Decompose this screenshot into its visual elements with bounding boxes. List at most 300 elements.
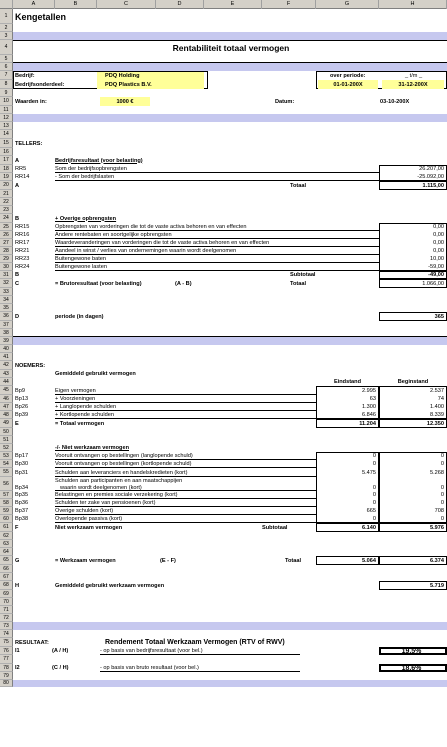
row-number[interactable]: 14 bbox=[0, 130, 13, 139]
section-a-code: A bbox=[15, 157, 20, 164]
c-value[interactable]: 1.066,00 bbox=[422, 280, 444, 287]
bp39-beginstand[interactable]: 8.339 bbox=[430, 412, 444, 418]
row-number[interactable]: 11 bbox=[0, 106, 13, 114]
sheet-row bbox=[0, 89, 447, 97]
row-number[interactable]: 57 bbox=[0, 491, 13, 499]
sheet-row bbox=[0, 477, 447, 491]
row-number[interactable]: 30 bbox=[0, 263, 13, 271]
rr24-value[interactable]: -59,00 bbox=[428, 264, 444, 270]
sheet-row bbox=[0, 460, 447, 468]
row-number[interactable]: 79 bbox=[0, 672, 13, 680]
row-number[interactable]: 68 bbox=[0, 581, 13, 590]
rr21-code: RR21 bbox=[15, 248, 30, 254]
row-number[interactable]: 16 bbox=[0, 148, 13, 156]
sheet-row bbox=[0, 361, 447, 370]
rtv-title: Rendement Totaal Werkzaam Vermogen (RTV of RWV) bbox=[105, 639, 285, 646]
bp34-code: Bp34 bbox=[15, 485, 29, 491]
h-code: H bbox=[15, 582, 20, 589]
row-number[interactable]: 74 bbox=[0, 630, 13, 638]
sheet-row bbox=[0, 523, 447, 532]
column-header-h[interactable]: H bbox=[379, 0, 447, 9]
bp31-code: Bp31 bbox=[15, 469, 29, 476]
row-number[interactable]: 63 bbox=[0, 540, 13, 548]
bp37-code: Bp37 bbox=[15, 508, 29, 514]
sheet-row bbox=[0, 540, 447, 548]
rr21-value[interactable]: 0,00 bbox=[433, 248, 444, 254]
row-number[interactable]: 12 bbox=[0, 114, 13, 122]
bp9-beginstand[interactable]: 2.537 bbox=[430, 387, 444, 394]
sheet-row bbox=[0, 329, 447, 337]
bp35-beginstand[interactable]: 0 bbox=[440, 492, 444, 498]
rr14-value[interactable]: -25.092,00 bbox=[417, 174, 444, 180]
row-number[interactable]: 67 bbox=[0, 573, 13, 581]
rr14-label: - Som der bedrijfslasten bbox=[55, 174, 115, 180]
row-number[interactable]: 35 bbox=[0, 304, 13, 312]
row-number[interactable]: 18 bbox=[0, 165, 13, 173]
g-formula: (E - F) bbox=[160, 557, 176, 564]
periode-from[interactable]: 01-01-200X bbox=[318, 80, 378, 89]
bp34-label-line1: Schulden aan participanten en aan maatschappijen bbox=[55, 477, 183, 484]
select-all-corner[interactable] bbox=[0, 0, 13, 9]
f-beginstand[interactable]: 5.976 bbox=[430, 524, 444, 531]
bp34-label-line2: waarin wordt deelgenomen (kort) bbox=[60, 484, 142, 491]
row-number[interactable]: 52 bbox=[0, 444, 13, 452]
i2-code: I2 bbox=[15, 665, 20, 671]
bp36-code: Bp36 bbox=[15, 500, 29, 506]
row-number[interactable]: 21 bbox=[0, 190, 13, 198]
row-number[interactable]: 37 bbox=[0, 321, 13, 329]
i2-value[interactable]: 18,6% bbox=[379, 664, 447, 672]
rr21-label: Aandeel in winst / verlies van ondernemingen waarin wordt deelgenomen bbox=[55, 248, 237, 254]
row-number[interactable]: 6 bbox=[0, 63, 13, 71]
sheet-row bbox=[0, 32, 447, 40]
bp38-eindstand[interactable]: 0 bbox=[372, 516, 376, 522]
row-number[interactable]: 4 bbox=[0, 40, 13, 55]
bp30-code: Bp30 bbox=[15, 461, 29, 467]
sheet-row bbox=[0, 214, 447, 223]
sheet-row bbox=[0, 370, 447, 378]
sheet-row bbox=[0, 614, 447, 622]
rr15-code: RR15 bbox=[15, 224, 30, 230]
sheet-row bbox=[0, 198, 447, 206]
b-total-label: Subtotaal bbox=[290, 272, 316, 278]
bedrijf-value[interactable]: PDQ Holding bbox=[97, 71, 204, 80]
sheet-row bbox=[0, 532, 447, 540]
section-b-code: B bbox=[15, 215, 20, 222]
bp26-eindstand[interactable]: 1.300 bbox=[362, 404, 376, 410]
column-header-e[interactable]: E bbox=[204, 0, 262, 9]
row-number[interactable]: 43 bbox=[0, 370, 13, 378]
rr16-code: RR16 bbox=[15, 232, 30, 238]
section-a-title: Bedrijfsresultaat (voor belasting) bbox=[55, 157, 143, 164]
bp17-label: Vooruit ontvangen op bestellingen (langlopende schuld) bbox=[55, 453, 193, 459]
rr23-code: RR23 bbox=[15, 256, 30, 262]
bp34-eindstand[interactable]: 0 bbox=[372, 485, 376, 491]
bp39-code: Bp39 bbox=[15, 412, 29, 418]
d-label: periode (in dagen) bbox=[55, 313, 104, 320]
bp38-label: Overlopende passiva (kort) bbox=[55, 516, 123, 522]
bp9-code: Bp9 bbox=[15, 387, 25, 394]
c-total-label: Totaal bbox=[290, 280, 307, 287]
rr15-label: Opbrengsten van vorderingen die tot de vaste activa behoren en van effecten bbox=[55, 224, 247, 230]
sheet-row bbox=[0, 114, 447, 122]
sheet-row bbox=[0, 452, 447, 460]
row-number[interactable]: 41 bbox=[0, 353, 13, 361]
bp9-eindstand[interactable]: 2.995 bbox=[362, 387, 376, 394]
sheet-grid[interactable] bbox=[0, 9, 447, 747]
row-number[interactable]: 73 bbox=[0, 622, 13, 630]
resultaat-heading: RESULTAAT: bbox=[15, 639, 49, 646]
row-number[interactable]: 54 bbox=[0, 460, 13, 468]
bp37-eindstand[interactable]: 665 bbox=[366, 508, 376, 514]
sheet-row bbox=[0, 419, 447, 428]
bp26-beginstand[interactable]: 1.400 bbox=[430, 404, 444, 410]
f-code: F bbox=[15, 524, 19, 531]
sheet-row bbox=[0, 345, 447, 353]
row-number[interactable]: 46 bbox=[0, 395, 13, 403]
row-number[interactable]: 36 bbox=[0, 312, 13, 321]
rr23-label: Buitengewone baten bbox=[55, 256, 107, 262]
sheet-row bbox=[0, 63, 447, 71]
column-header-a[interactable]: A bbox=[13, 0, 55, 9]
bp17-code: Bp17 bbox=[15, 453, 29, 459]
row-number[interactable]: 22 bbox=[0, 198, 13, 206]
column-header-f[interactable]: F bbox=[262, 0, 316, 9]
sheet-row bbox=[0, 655, 447, 664]
sheet-row bbox=[0, 181, 447, 190]
bp13-eindstand[interactable]: 63 bbox=[369, 396, 376, 402]
i1-formula: (A / H) bbox=[52, 648, 69, 654]
i1-label: - op basis van bedrijfsresultaat (voor bel.) bbox=[100, 648, 203, 654]
bp17-eindstand[interactable]: 0 bbox=[372, 453, 376, 459]
sheet-row bbox=[0, 386, 447, 395]
sheet-row bbox=[0, 378, 447, 386]
bp38-code: Bp38 bbox=[15, 516, 29, 522]
sheet-row bbox=[0, 231, 447, 239]
sheet-row bbox=[0, 190, 447, 198]
g-eindstand[interactable]: 5.064 bbox=[362, 557, 376, 564]
bp37-beginstand[interactable]: 708 bbox=[434, 508, 444, 514]
row-number[interactable]: 31 bbox=[0, 271, 13, 279]
rr17-label: Waardeveranderingen van vorderingen die tot de vaste activa behoren en van effecten bbox=[55, 240, 270, 246]
row-number[interactable]: 29 bbox=[0, 255, 13, 263]
bp34-beginstand[interactable]: 0 bbox=[440, 485, 444, 491]
i2-label: - op basis van bruto resultaat (voor bel.) bbox=[100, 665, 199, 671]
sheet-row bbox=[0, 622, 447, 630]
sheet-row bbox=[0, 468, 447, 477]
rr15-value[interactable]: 0,00 bbox=[433, 224, 444, 230]
column-header-bar bbox=[0, 0, 447, 9]
bedrijf-label: Bedrijf: bbox=[15, 72, 35, 79]
b-total-value[interactable]: -49,00 bbox=[428, 272, 444, 278]
h-value[interactable]: 5.719 bbox=[430, 582, 444, 589]
bp13-beginstand[interactable]: 74 bbox=[437, 396, 444, 402]
row-number[interactable]: 20 bbox=[0, 181, 13, 190]
row-fill bbox=[13, 622, 447, 630]
sheet-row bbox=[0, 296, 447, 304]
sheet-row bbox=[0, 173, 447, 181]
sheet-row bbox=[0, 156, 447, 165]
rr23-value[interactable]: 10,00 bbox=[430, 256, 444, 262]
sheet-row bbox=[0, 664, 447, 672]
sheet-row bbox=[0, 247, 447, 255]
col-beginstand: Beginstand bbox=[397, 379, 429, 385]
sheet-row bbox=[0, 491, 447, 499]
row-number[interactable]: 80 bbox=[0, 680, 13, 687]
sheet-row bbox=[0, 436, 447, 444]
column-header-c[interactable]: C bbox=[97, 0, 156, 9]
a-total-code: A bbox=[15, 182, 20, 189]
rr5-value[interactable]: 26.207,00 bbox=[419, 166, 444, 172]
row-number[interactable]: 10 bbox=[0, 97, 13, 106]
row-number[interactable]: 49 bbox=[0, 419, 13, 428]
sheet-row bbox=[0, 630, 447, 638]
g-code: G bbox=[15, 557, 20, 564]
row-number[interactable]: 62 bbox=[0, 532, 13, 540]
sheet-row bbox=[0, 444, 447, 452]
sheet-row bbox=[0, 271, 447, 279]
sheet-row bbox=[0, 97, 447, 106]
tellers-heading: TELLERS: bbox=[15, 140, 43, 147]
row-fill bbox=[13, 337, 447, 345]
bp36-eindstand[interactable]: 0 bbox=[372, 500, 376, 506]
row-number[interactable]: 47 bbox=[0, 403, 13, 411]
rr16-label: Andere rentebaten en soortgelijke opbrengsten bbox=[55, 232, 172, 238]
waarden-label: Waarden in: bbox=[15, 98, 47, 105]
i2-formula: (C / H) bbox=[52, 665, 69, 671]
row-number[interactable]: 72 bbox=[0, 614, 13, 622]
c-code: C bbox=[15, 280, 20, 287]
row-number[interactable]: 2 bbox=[0, 24, 13, 32]
row-number[interactable]: 1 bbox=[0, 9, 13, 24]
row-number[interactable]: 27 bbox=[0, 239, 13, 247]
rr16-value[interactable]: 0,00 bbox=[433, 232, 444, 238]
f-label: Niet werkzaam vermogen bbox=[55, 524, 123, 531]
row-number[interactable]: 34 bbox=[0, 296, 13, 304]
row-number[interactable]: 51 bbox=[0, 436, 13, 444]
sheet-row bbox=[0, 680, 447, 687]
g-label: = Werkzaam vermogen bbox=[55, 557, 116, 564]
sheet-row bbox=[0, 106, 447, 114]
row-number[interactable]: 55 bbox=[0, 468, 13, 477]
row-number[interactable]: 45 bbox=[0, 386, 13, 395]
bp31-beginstand[interactable]: 5.268 bbox=[430, 469, 444, 476]
sheet-row bbox=[0, 395, 447, 403]
row-number[interactable]: 9 bbox=[0, 89, 13, 97]
row-number[interactable]: 25 bbox=[0, 223, 13, 231]
i1-code: I1 bbox=[15, 648, 20, 654]
sheet-row bbox=[0, 411, 447, 419]
bp17-beginstand[interactable]: 0 bbox=[440, 453, 444, 459]
row-number[interactable]: 38 bbox=[0, 329, 13, 337]
bp30-beginstand[interactable]: 0 bbox=[440, 461, 444, 467]
row-number[interactable]: 33 bbox=[0, 288, 13, 296]
bp38-beginstand[interactable]: 0 bbox=[440, 516, 444, 522]
bp35-eindstand[interactable]: 0 bbox=[372, 492, 376, 498]
sheet-row bbox=[0, 239, 447, 247]
d-value[interactable]: 365 bbox=[434, 313, 444, 320]
row-number[interactable]: 64 bbox=[0, 548, 13, 556]
g-beginstand[interactable]: 6.374 bbox=[430, 557, 444, 564]
row-fill bbox=[13, 63, 447, 71]
row-number[interactable]: 40 bbox=[0, 345, 13, 353]
row-number[interactable]: 75 bbox=[0, 638, 13, 647]
row-number[interactable]: 5 bbox=[0, 55, 13, 63]
gemiddeld-title: Gemiddeld gebruikt vermogen bbox=[55, 371, 136, 377]
sheet-row bbox=[0, 148, 447, 156]
sheet-row bbox=[0, 255, 447, 263]
bp35-label: Belastingen en premies sociale verzekering (kort) bbox=[55, 492, 178, 498]
rr17-code: RR17 bbox=[15, 240, 30, 246]
column-header-d[interactable]: D bbox=[156, 0, 204, 9]
row-number[interactable]: 58 bbox=[0, 499, 13, 507]
sheet-row bbox=[0, 206, 447, 214]
bp13-label: + Voorzieningen bbox=[55, 396, 96, 402]
sheet-row bbox=[0, 304, 447, 312]
sheet-row bbox=[0, 573, 447, 581]
row-number[interactable]: 17 bbox=[0, 156, 13, 165]
sheet-row bbox=[0, 403, 447, 411]
sheet-row bbox=[0, 71, 447, 80]
bp30-eindstand[interactable]: 0 bbox=[372, 461, 376, 467]
rule-line bbox=[13, 40, 447, 41]
sheet-row bbox=[0, 638, 447, 647]
main-heading: Rentabiliteit totaal vermogen bbox=[172, 42, 290, 53]
row-number[interactable]: 61 bbox=[0, 523, 13, 532]
column-header-g[interactable]: G bbox=[316, 0, 379, 9]
rr17-value[interactable]: 0,00 bbox=[433, 240, 444, 246]
row-number[interactable]: 8 bbox=[0, 80, 13, 89]
sheet-row bbox=[0, 40, 447, 55]
bp35-code: Bp35 bbox=[15, 492, 29, 498]
row-number[interactable]: 50 bbox=[0, 428, 13, 436]
sheet-row bbox=[0, 598, 447, 606]
periode-to[interactable]: 31-12-200X bbox=[382, 80, 444, 89]
rr5-label: Som der bedrijfsopbrengsten bbox=[55, 166, 127, 172]
f-subtotaal: Subtotaal bbox=[262, 524, 288, 531]
row-number[interactable]: 69 bbox=[0, 590, 13, 598]
row-number[interactable]: 44 bbox=[0, 378, 13, 386]
sheet-row bbox=[0, 353, 447, 361]
waarden-value[interactable]: 1000 € bbox=[100, 97, 150, 106]
row-number[interactable]: 59 bbox=[0, 507, 13, 515]
sheet-row bbox=[0, 223, 447, 231]
bp9-label: Eigen vermogen bbox=[55, 387, 96, 394]
col-eindstand: Eindstand bbox=[333, 379, 362, 385]
sheet-row bbox=[0, 9, 447, 24]
row-number[interactable]: 65 bbox=[0, 556, 13, 565]
row-number[interactable]: 23 bbox=[0, 206, 13, 214]
sheet-row bbox=[0, 606, 447, 614]
row-number[interactable]: 48 bbox=[0, 411, 13, 419]
row-number[interactable]: 13 bbox=[0, 122, 13, 130]
bp31-eindstand[interactable]: 5.475 bbox=[362, 469, 376, 476]
row-number[interactable]: 66 bbox=[0, 565, 13, 573]
sheet-row bbox=[0, 263, 447, 271]
sheet-row bbox=[0, 565, 447, 573]
sheet-row bbox=[0, 556, 447, 565]
sheet-row bbox=[0, 130, 447, 139]
row-number[interactable]: 71 bbox=[0, 606, 13, 614]
column-header-b[interactable]: B bbox=[55, 0, 97, 9]
sheet-row bbox=[0, 590, 447, 598]
row-number[interactable]: 56 bbox=[0, 477, 13, 491]
c-formula: (A - B) bbox=[175, 280, 192, 287]
sheet-row bbox=[0, 337, 447, 345]
sheet-row bbox=[0, 672, 447, 680]
datum-label: Datum: bbox=[275, 98, 295, 105]
row-number[interactable]: 3 bbox=[0, 32, 13, 40]
rr24-code: RR24 bbox=[15, 264, 30, 270]
sheet-row bbox=[0, 548, 447, 556]
b-total-code: B bbox=[15, 272, 20, 278]
d-code: D bbox=[15, 313, 20, 320]
row-fill bbox=[13, 32, 447, 40]
bp26-label: + Langlopende schulden bbox=[55, 404, 117, 410]
row-number[interactable]: 78 bbox=[0, 664, 13, 672]
sheet-row bbox=[0, 24, 447, 32]
row-number[interactable]: 32 bbox=[0, 279, 13, 288]
h-label: Gemiddeld gebruikt werkzaam vermogen bbox=[55, 582, 165, 589]
i1-value[interactable]: 19,5% bbox=[379, 647, 447, 655]
sheet-row bbox=[0, 80, 447, 89]
f-eindstand[interactable]: 6.140 bbox=[362, 524, 376, 531]
bp39-eindstand[interactable]: 6.846 bbox=[362, 412, 376, 418]
row-number[interactable]: 77 bbox=[0, 655, 13, 664]
rr14-code: RR14 bbox=[15, 174, 30, 180]
row-number[interactable]: 39 bbox=[0, 337, 13, 345]
onderdeel-value[interactable]: PDQ Plastics B.V. bbox=[97, 80, 204, 89]
row-number[interactable]: 26 bbox=[0, 231, 13, 239]
noemers-heading: NOEMERS: bbox=[15, 362, 46, 369]
bp39-label: + Kortlopende schulden bbox=[55, 412, 114, 418]
row-number[interactable]: 60 bbox=[0, 515, 13, 523]
row-number[interactable]: 19 bbox=[0, 173, 13, 181]
bp36-label: Schulden ter zake van pensioenen (kort) bbox=[55, 500, 156, 506]
sheet-row bbox=[0, 647, 447, 655]
bp30-label: Vooruit ontvangen op bestellingen (kortlopende schuld) bbox=[55, 461, 192, 467]
a-total-value[interactable]: 1.115,00 bbox=[422, 182, 444, 189]
a-total-label: Totaal bbox=[290, 182, 307, 189]
row-number[interactable]: 42 bbox=[0, 361, 13, 370]
row-fill bbox=[13, 114, 447, 122]
row-number[interactable]: 7 bbox=[0, 71, 13, 80]
sheet-row bbox=[0, 581, 447, 590]
rr5-code: RR5 bbox=[15, 166, 27, 172]
e-eindstand[interactable]: 11.204 bbox=[359, 420, 376, 427]
datum-value: 03-10-200X bbox=[380, 98, 410, 105]
row-number[interactable]: 76 bbox=[0, 647, 13, 655]
e-code: E bbox=[15, 420, 19, 427]
row-number[interactable]: 15 bbox=[0, 139, 13, 148]
row-fill bbox=[13, 680, 447, 687]
sheet-row bbox=[0, 122, 447, 130]
bp26-code: Bp26 bbox=[15, 404, 29, 410]
row-number[interactable]: 53 bbox=[0, 452, 13, 460]
sheet-row bbox=[0, 499, 447, 507]
onderdeel-label: Bedrijfsonderdeel: bbox=[15, 81, 65, 88]
e-beginstand[interactable]: 12.350 bbox=[426, 420, 444, 427]
bp36-beginstand[interactable]: 0 bbox=[440, 500, 444, 506]
sheet-row bbox=[0, 279, 447, 288]
row-number[interactable]: 70 bbox=[0, 598, 13, 606]
row-number[interactable]: 28 bbox=[0, 247, 13, 255]
bp13-code: Bp13 bbox=[15, 396, 29, 402]
sheet-title: Kengetallen bbox=[15, 11, 67, 22]
sheet-row bbox=[0, 515, 447, 523]
row-number[interactable]: 24 bbox=[0, 214, 13, 223]
sheet-row bbox=[0, 139, 447, 148]
